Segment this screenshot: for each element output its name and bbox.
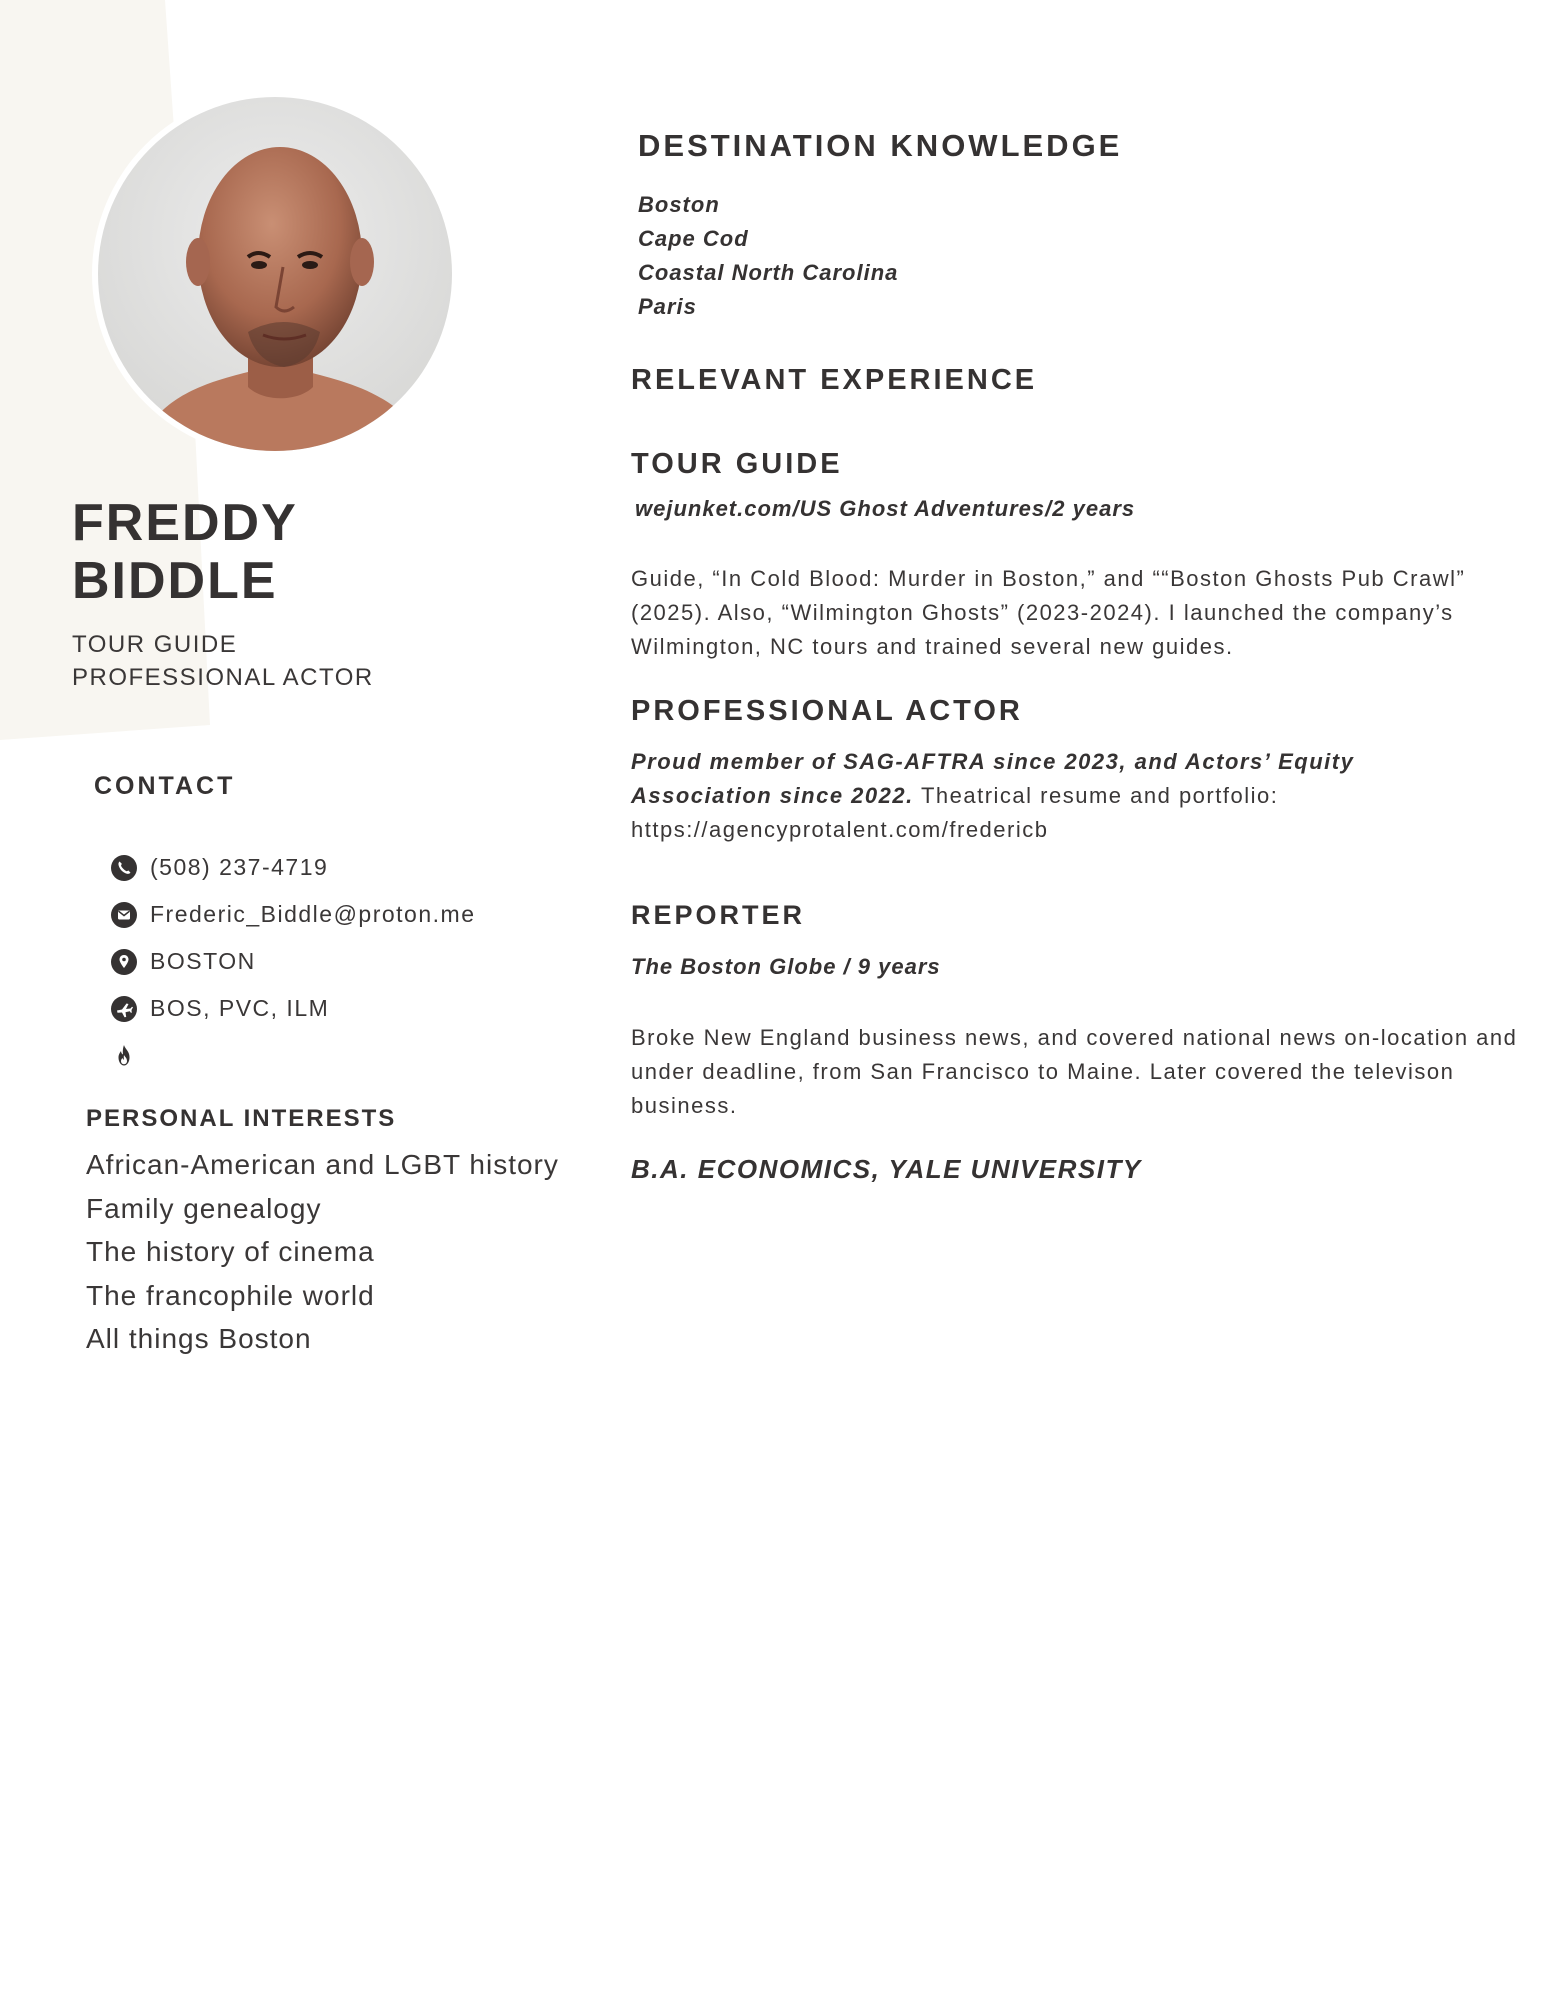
location-pin-icon (110, 948, 138, 976)
location-text: BOSTON (150, 948, 256, 974)
airports-text: BOS, PVC, ILM (150, 995, 330, 1021)
portfolio-link[interactable]: https://agencyprotalent.com/fredericb (631, 817, 1049, 842)
candidate-roles (72, 628, 374, 694)
flame-icon (110, 1042, 138, 1070)
name-line-1: FREDDY (72, 494, 298, 552)
role-professional-actor: PROFESSIONAL ACTOR (72, 664, 374, 691)
interest-item: The francophile world (86, 1279, 375, 1311)
role-tour-guide: TOUR GUIDE (72, 631, 238, 658)
interests-list (86, 1143, 559, 1361)
description-line: under deadline, from San Francisco to Maine. Later covered the televison (631, 1059, 1455, 1084)
portrait-image (98, 97, 452, 451)
name-line-2: BIDDLE (72, 552, 278, 610)
actor-description (631, 745, 1354, 847)
relevant-experience-heading: RELEVANT EXPERIENCE (631, 364, 1038, 396)
reporter-description (631, 1021, 1545, 1123)
candidate-name (72, 494, 298, 610)
description-line: Guide, “In Cold Blood: Murder in Boston,” and ““Boston Ghosts Pub Crawl” (631, 566, 1466, 591)
destination-knowledge-heading: DESTINATION KNOWLEDGE (638, 128, 1123, 163)
phone-icon (110, 854, 138, 882)
personal-interests-heading: PERSONAL INTERESTS (86, 1105, 397, 1132)
description-line: business. (631, 1093, 738, 1118)
destination-item: Coastal North Carolina (638, 260, 899, 285)
destination-item: Cape Cod (638, 226, 749, 251)
tour-guide-heading: TOUR GUIDE (631, 448, 843, 480)
description-line: (2025). Also, “Wilmington Ghosts” (2023-2024). I launched the company’s (631, 600, 1454, 625)
email-address[interactable]: Frederic_Biddle@proton.me (150, 901, 476, 927)
interest-item: All things Boston (86, 1323, 312, 1354)
destinations-list (638, 188, 898, 324)
contact-airports (110, 985, 475, 1032)
email-icon (110, 901, 138, 929)
interest-item: African-American and LGBT history (86, 1149, 559, 1180)
description-line: Broke New England business news, and covered national news on-location and (631, 1025, 1518, 1050)
actor-portfolio-text: Theatrical resume and portfolio: (913, 783, 1279, 808)
tour-guide-subtitle: wejunket.com/US Ghost Adventures/2 years (635, 496, 1136, 521)
profile-photo (94, 93, 456, 455)
reporter-subtitle: The Boston Globe / 9 years (631, 954, 941, 979)
contact-email (110, 891, 475, 938)
phone-number[interactable]: (508) 237-4719 (150, 854, 329, 880)
actor-line-2 (631, 779, 1354, 813)
contact-list (110, 844, 475, 1079)
airplane-icon (110, 995, 138, 1023)
contact-heading: CONTACT (94, 772, 236, 800)
tour-guide-description (631, 562, 1465, 664)
interest-item: The history of cinema (86, 1236, 375, 1267)
interest-item: Family genealogy (86, 1192, 322, 1224)
professional-actor-heading: PROFESSIONAL ACTOR (631, 695, 1023, 727)
education-heading: B.A. ECONOMICS, YALE UNIVERSITY (631, 1154, 1142, 1184)
actor-membership-end: Association since 2022. (631, 783, 914, 808)
actor-membership-line: Proud member of SAG-AFTRA since 2023, and Actors’ Equity (631, 749, 1355, 774)
contact-extra (110, 1032, 475, 1079)
reporter-heading: REPORTER (631, 900, 806, 930)
contact-phone (110, 844, 475, 891)
description-line: Wilmington, NC tours and trained several new guides. (631, 634, 1234, 659)
contact-location (110, 938, 475, 985)
destination-item: Boston (638, 192, 720, 217)
destination-item: Paris (638, 294, 697, 319)
